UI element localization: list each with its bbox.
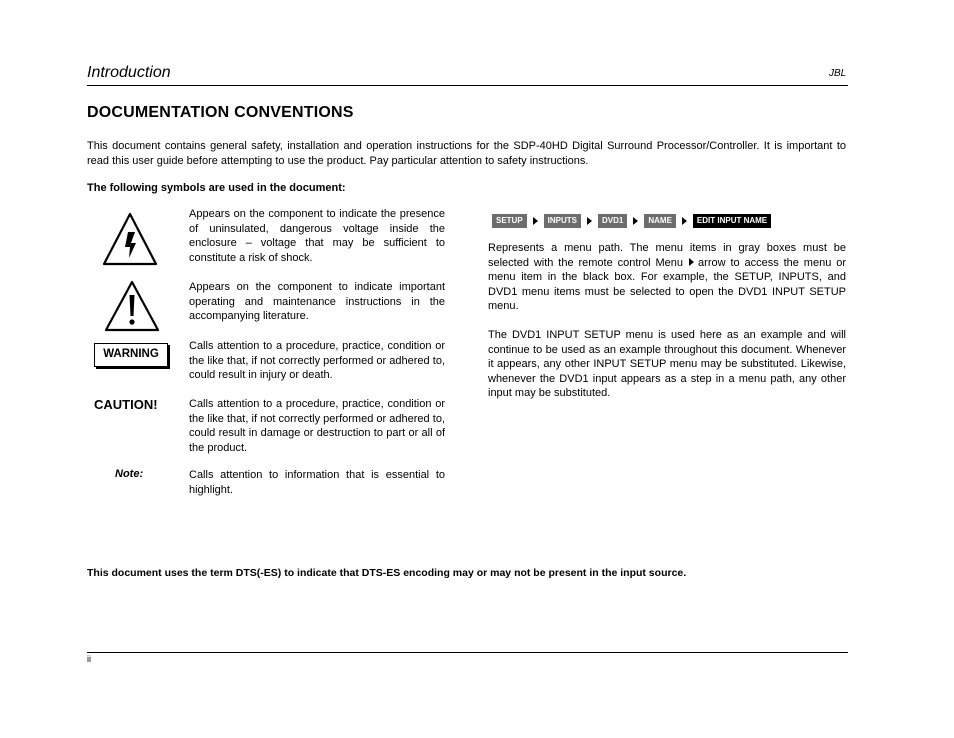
menu-path-description-part1: Represents a menu path. The menu items in gray boxes must be selected with the remote control Menu bbox=[488, 242, 846, 269]
dvd1-example-paragraph: The DVD1 INPUT SETUP menu is used here as an example and will continue to be used as an example throughout this document. Whenever it appears, any other INPUT SETUP menu may be substituted. Likewise, whenever the DVD1 input appears as a step in a menu path, any other input may be substituted. bbox=[488, 329, 846, 400]
warning-label: WARNING bbox=[94, 343, 168, 367]
note-label: Note: bbox=[115, 468, 144, 480]
caution-text: Calls attention to a procedure, practice, condition or the like that, if not correctly performed or adhered to, could result in damage or destruction to part or all of the product. bbox=[189, 398, 445, 454]
exclamation-triangle-icon bbox=[104, 280, 160, 332]
menu-path-item: DVD1 bbox=[598, 214, 627, 228]
arrow-right-icon bbox=[682, 217, 687, 225]
shock-warning-text: Appears on the component to indicate the presence of uninsulated, dangerous voltage inside the enclosure – voltage that may be sufficient to constitute a risk of shock. bbox=[189, 208, 445, 264]
caution-label: CAUTION! bbox=[94, 397, 158, 412]
arrow-right-icon bbox=[633, 217, 638, 225]
menu-path-description bbox=[488, 241, 846, 314]
intro-paragraph: This document contains general safety, installation and operation instructions for the SDP-40HD Digital Surround Processor/Controller. It is important to read this user guide before attempting to use the product. Pay particular attention to safety instructions. bbox=[87, 140, 846, 167]
menu-path-item: SETUP bbox=[492, 214, 527, 228]
page-title: DOCUMENTATION CONVENTIONS bbox=[87, 104, 354, 121]
note-text: Calls attention to information that is essential to highlight. bbox=[189, 469, 445, 496]
arrow-right-icon bbox=[587, 217, 592, 225]
important-instructions-text: Appears on the component to indicate important operating and maintenance instructions in the accompanying literature. bbox=[189, 281, 445, 323]
header-rule bbox=[87, 85, 848, 86]
lightning-triangle-icon bbox=[102, 212, 158, 266]
page-number: ii bbox=[87, 654, 91, 664]
warning-text: Calls attention to a procedure, practice, condition or the like that, if not correctly performed or adhered to, could result in injury or death. bbox=[189, 340, 445, 382]
menu-arrow-icon bbox=[689, 258, 694, 266]
menu-path bbox=[492, 212, 771, 230]
section-title: Introduction bbox=[87, 64, 171, 81]
brand-label: JBL bbox=[829, 68, 847, 79]
menu-path-item: INPUTS bbox=[544, 214, 581, 228]
menu-path-description-part2: arrow to access the menu or menu item in the black box. For example, the SETUP, INPUTS, and DVD1 menu items must be selected to open the DVD1 INPUT SETUP menu. bbox=[488, 256, 846, 313]
menu-path-target: EDIT INPUT NAME bbox=[693, 214, 771, 228]
dts-es-note: This document uses the term DTS(-ES) to indicate that DTS-ES encoding may or may not be present in the input source. bbox=[87, 567, 687, 579]
arrow-right-icon bbox=[533, 217, 538, 225]
symbols-heading: The following symbols are used in the document: bbox=[87, 182, 346, 194]
footer-rule bbox=[87, 652, 848, 653]
menu-path-item: NAME bbox=[644, 214, 676, 228]
